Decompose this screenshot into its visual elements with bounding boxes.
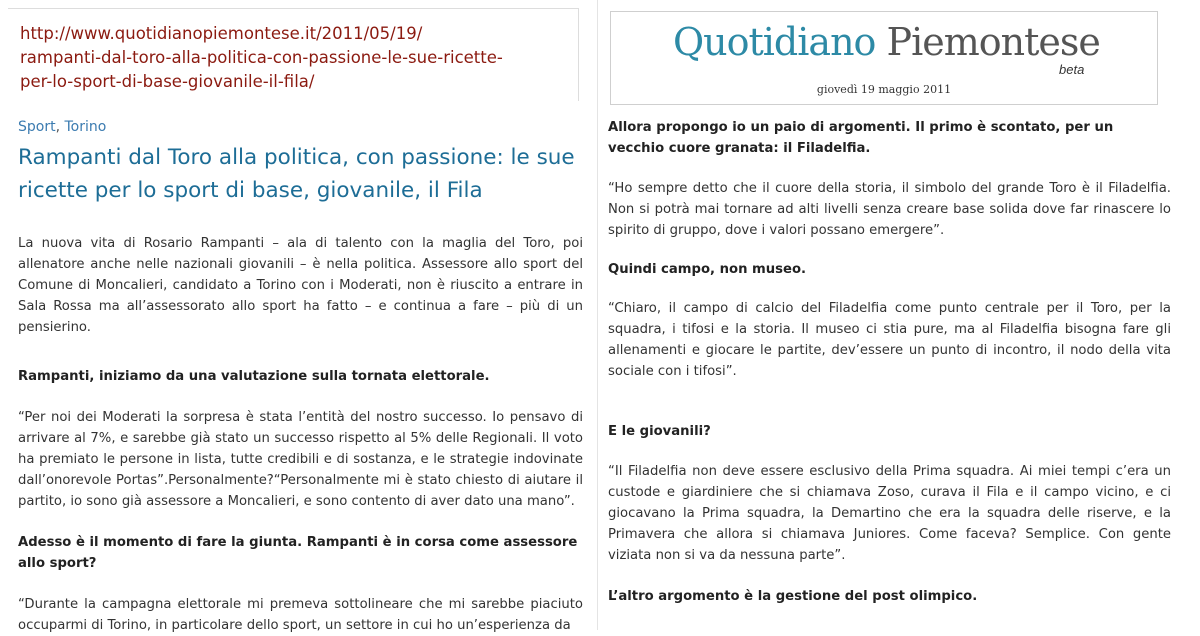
url-line: rampanti-dal-toro-alla-politica-con-passione-le-sue-ricette- — [20, 48, 503, 67]
category-link-torino[interactable]: Torino — [64, 119, 107, 135]
logo-word-quotidiano: Quotidiano — [673, 20, 876, 64]
url-line: per-lo-sport-di-base-giovanile-il-fila/ — [20, 72, 315, 91]
article-title: Rampanti dal Toro alla politica, con passione: le sue ricette per lo sport di base, giovanile, il Fila — [18, 145, 575, 203]
interview-question: L’altro argomento è la gestione del post olimpico. — [608, 589, 978, 604]
category-link-sport[interactable]: Sport — [18, 119, 56, 135]
article-paragraph: “Chiaro, il campo di calcio del Filadelfia come punto centrale per il Toro, per la squadra, i tifosi e la storia. Il museo ci stia pure, ma al Filadelfia bisogna fare gli allenamenti e giocare le partite, dev’essere un punto di incontro, il nodo della vita sociale con i tifosi”. — [608, 301, 1171, 379]
article-paragraph: La nuova vita di Rosario Rampanti – ala di talento con la maglia del Toro, poi allenatore anche nelle nazionali giovanili – è nella politica. Assessore allo sport del Comune di Moncalieri, candidato a Torino con i Moderati, non è riuscito a entrare in Sala Rossa ma all’assessorato allo sport ha fatto – e continua a fare – più di un pensierino. — [18, 236, 583, 335]
article-paragraph: “Per noi dei Moderati la sorpresa è stata l’entità del nostro successo. Io pensavo di arrivare al 7%, e sarebbe già stato un successo rispetto al 5% delle Regionali. Il voto ha premiato le persone in lista, tutte credibili e di sostanza, e le strategie indovinate dall’onorevole Portas”.Personalmente?“Personalmente mi è stato chiesto di aiutare il partito, io sono già assessore a Moncalieri, e sono contento di aver dato una mano”. — [18, 410, 583, 509]
article-paragraph: “Durante la campagna elettorale mi premeva sottolineare che mi sarebbe piaciuto occuparmi di Torino, in particolare dello sport, un settore in cui ho un’esperienza da — [18, 597, 583, 633]
right-page-panel — [598, 0, 1200, 630]
interview-question: Quindi campo, non museo. — [608, 262, 807, 277]
logo-word-piemontese: Piemontese — [886, 20, 1100, 64]
interview-question: Rampanti, iniziamo da una valutazione sulla tornata elettorale. — [18, 369, 490, 384]
source-url-link[interactable] — [20, 22, 560, 94]
article-column-left — [18, 117, 583, 636]
beta-label: beta — [1059, 62, 1085, 77]
article-paragraph: “Il Filadelfia non deve essere esclusivo della Prima squadra. Ai miei tempi c’era un custode e giardiniere che si chiamava Zoso, curava il Fila e il campo vicino, e ci giocavano la Prima squadra, la Demartino che era la squadra delle riserve, e la Primavera che allora si chiamava Juniores. Come faceva? Semplice. Con gente viziata non si va da nessuna parte”. — [608, 464, 1171, 563]
article-column-right — [608, 117, 1171, 607]
interview-question: E le giovanili? — [608, 424, 711, 439]
interview-question: Adesso è il momento di fare la giunta. Rampanti è in corsa come assessore allo sport? — [18, 535, 578, 571]
interview-question: Allora propongo io un paio di argomenti. Il primo è scontato, per un vecchio cuore granata: il Filadelfia. — [608, 120, 1114, 156]
left-page-panel — [0, 0, 598, 633]
category-links — [18, 117, 583, 137]
article-paragraph: “Ho sempre detto che il cuore della storia, il simbolo del grande Toro è il Filadelfia. Non si potrà mai tornare ad alti livelli senza creare base solida dove far rinascere lo spirito di gruppo, dove i valori possano emergere”. — [608, 181, 1171, 238]
url-line: http://www.quotidianopiemontese.it/2011/05/19/ — [20, 24, 423, 43]
category-separator: , — [55, 119, 65, 135]
newspaper-logo — [673, 20, 1100, 64]
masthead-date: giovedì 19 maggio 2011 — [816, 83, 952, 96]
newspaper-masthead — [610, 11, 1158, 105]
